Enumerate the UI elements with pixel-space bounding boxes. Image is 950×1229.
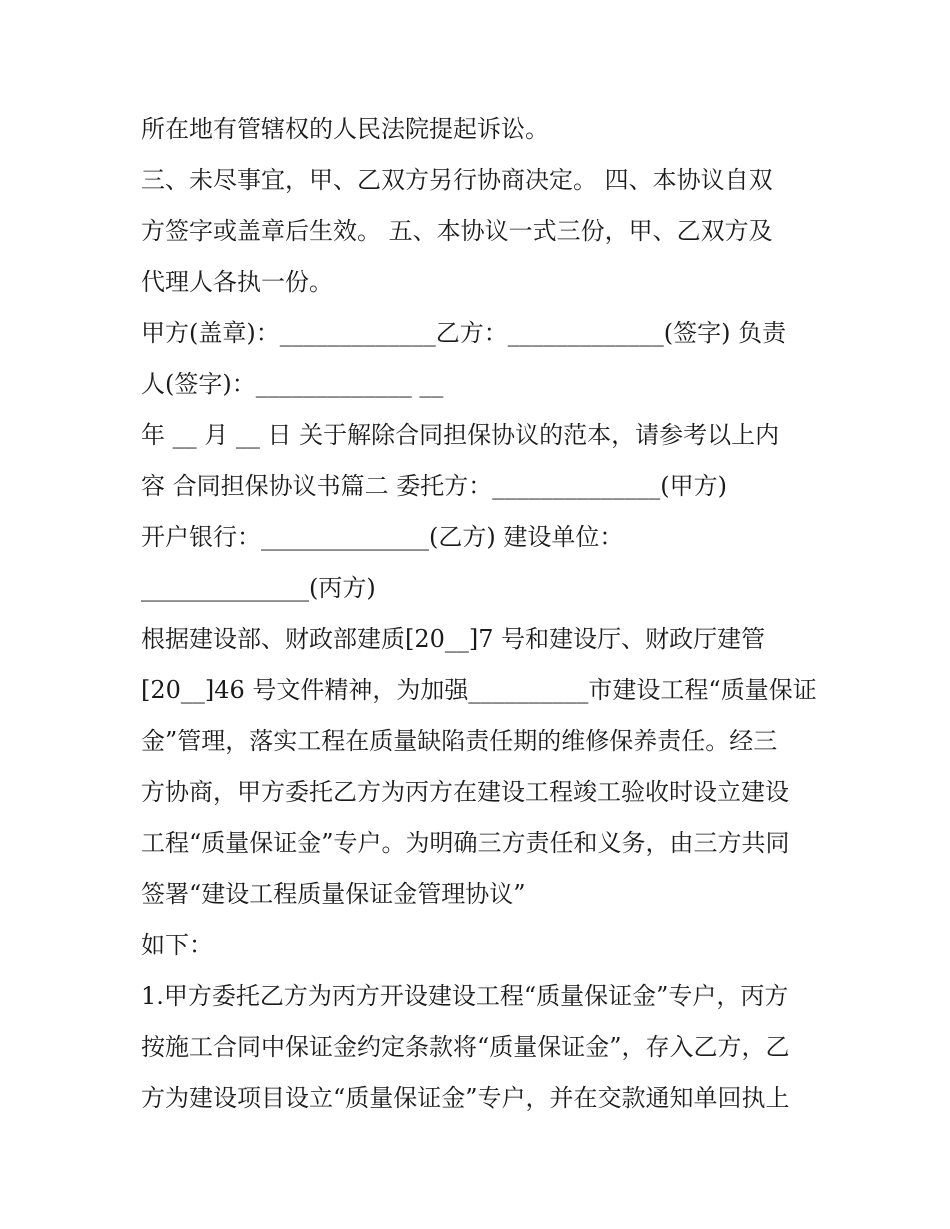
- text-line: 签署“建设工程质量保证金管理协议”: [141, 880, 526, 908]
- document-body: [141, 104, 831, 1124]
- text-line: 三、未尽事宜，甲、乙双方另行协商决定。 四、本协议自双: [141, 166, 773, 194]
- text-line: 根据建设部、财政部建质[20__]7 号和建设厅、财政厅建管: [141, 625, 766, 653]
- text-line: 年 __ 月 __ 日 关于解除合同担保协议的范本，请参考以上内: [141, 421, 780, 449]
- text-line: 方协商，甲方委托乙方为丙方在建设工程竣工验收时设立建设: [141, 778, 789, 806]
- text-line: 如下：: [141, 931, 213, 959]
- text-line: 代理人各执一份。: [141, 268, 333, 296]
- text-line: 所在地有管辖权的人民法院提起诉讼。: [141, 115, 549, 143]
- text-line: 按施工合同中保证金约定条款将“质量保证金”，存入乙方，乙: [141, 1033, 790, 1061]
- text-line: 方签字或盖章后生效。 五、本协议一式三份，甲、乙双方及: [141, 217, 773, 245]
- text-line: 人(签字)：_____________ __: [141, 370, 444, 398]
- text-line: 金”管理，落实工程在质量缺陷责任期的维修保养责任。经三: [141, 727, 778, 755]
- text-line: 1.甲方委托乙方为丙方开设建设工程“质量保证金”专户，丙方: [141, 982, 789, 1010]
- text-line: 方为建设项目设立“质量保证金”专户，并在交款通知单回执上: [141, 1084, 790, 1112]
- text-line: 开户银行：______________(乙方) 建设单位：: [141, 523, 624, 551]
- text-line: 容 合同担保协议书篇二 委托方：______________(甲方): [141, 472, 727, 500]
- text-line: ______________(丙方): [141, 574, 376, 602]
- text-line: 甲方(盖章)：_____________乙方：_____________(签字) 负责: [141, 319, 787, 347]
- text-line: [20__]46 号文件精神，为加强__________市建设工程“质量保证: [141, 676, 817, 704]
- text-line: 工程“质量保证金”专户。为明确三方责任和义务，由三方共同: [141, 829, 790, 857]
